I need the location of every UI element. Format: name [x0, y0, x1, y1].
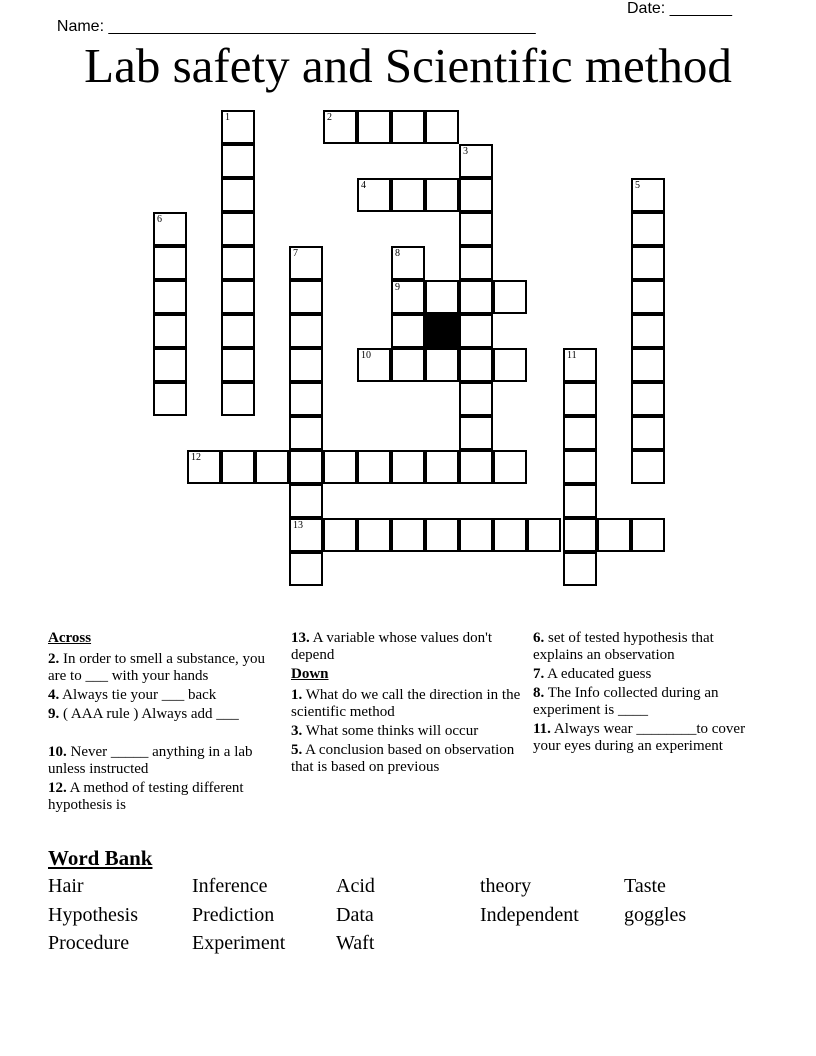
clue-down-11: 11. Always wear ________to cover your eyes during an experiment — [533, 721, 746, 754]
crossword-cell[interactable] — [493, 518, 527, 552]
word-bank-item: Hypothesis — [48, 904, 138, 926]
crossword-cell[interactable] — [563, 518, 597, 552]
page-title: Lab safety and Scientific method — [84, 38, 732, 93]
crossword-cell[interactable] — [221, 382, 255, 416]
crossword-cell[interactable] — [323, 518, 357, 552]
word-bank-item: Taste — [624, 875, 666, 897]
crossword-cell[interactable] — [631, 246, 665, 280]
crossword-cell[interactable] — [289, 246, 323, 280]
crossword-cell[interactable] — [563, 416, 597, 450]
clue-across-4: 4. Always tie your ___ back — [48, 687, 217, 703]
crossword-cell[interactable] — [631, 280, 665, 314]
word-bank-item: Acid — [336, 875, 375, 897]
clue-number: 6 — [157, 214, 162, 225]
crossword-cell[interactable] — [221, 314, 255, 348]
crossword-black-cell — [425, 314, 459, 348]
crossword-cell[interactable] — [425, 280, 459, 314]
crossword-cell[interactable] — [391, 348, 425, 382]
clue-down-5: 5. A conclusion based on observation that is based on previous — [291, 742, 515, 775]
crossword-cell[interactable] — [563, 348, 597, 382]
crossword-cell[interactable] — [425, 450, 459, 484]
clue-number: 10 — [361, 350, 371, 361]
crossword-cell[interactable] — [289, 450, 323, 484]
clue-down-3: 3. What some thinks will occur — [291, 723, 479, 739]
crossword-cell[interactable] — [187, 450, 221, 484]
clue-across-9: 9. ( AAA rule ) Always add ___ — [48, 706, 239, 722]
crossword-cell[interactable] — [391, 110, 425, 144]
crossword-cell[interactable] — [459, 212, 493, 246]
crossword-cell[interactable] — [459, 280, 493, 314]
clue-across-2: 2. In order to smell a substance, you are to ___ with your hands — [48, 651, 266, 684]
crossword-cell[interactable] — [357, 348, 391, 382]
crossword-cell[interactable] — [459, 144, 493, 178]
word-bank-item: Waft — [336, 932, 375, 954]
crossword-cell[interactable] — [221, 212, 255, 246]
crossword-cell[interactable] — [527, 518, 561, 552]
crossword-cell[interactable] — [563, 450, 597, 484]
crossword-cell[interactable] — [391, 280, 425, 314]
clue-across-10: 10. Never _____ anything in a lab unless instructed — [48, 744, 253, 777]
clue-number: 9 — [395, 282, 400, 293]
clue-down-1: 1. What do we call the direction in the scientific method — [291, 687, 521, 720]
crossword-cell[interactable] — [459, 382, 493, 416]
crossword-cell[interactable] — [631, 416, 665, 450]
crossword-cell[interactable] — [289, 518, 323, 552]
clue-number: 1 — [225, 112, 230, 123]
crossword-cell[interactable] — [425, 110, 459, 144]
word-bank-item: Independent — [480, 904, 579, 926]
crossword-cell[interactable] — [153, 348, 187, 382]
crossword-cell[interactable] — [357, 178, 391, 212]
clue-down-7: 7. A educated guess — [533, 666, 652, 682]
crossword-cell[interactable] — [493, 348, 527, 382]
word-bank-item: goggles — [624, 904, 687, 926]
crossword-cell[interactable] — [493, 280, 527, 314]
crossword-cell[interactable] — [459, 518, 493, 552]
crossword-cell[interactable] — [255, 450, 289, 484]
word-bank-item: Data — [336, 904, 374, 926]
crossword-cell[interactable] — [391, 314, 425, 348]
crossword-cell[interactable] — [425, 178, 459, 212]
crossword-cell[interactable] — [459, 348, 493, 382]
word-bank-item: theory — [480, 875, 532, 897]
crossword-cell[interactable] — [357, 518, 391, 552]
crossword-cell[interactable] — [459, 450, 493, 484]
crossword-cell[interactable] — [631, 314, 665, 348]
crossword-cell[interactable] — [289, 314, 323, 348]
clue-number: 2 — [327, 112, 332, 123]
crossword-cell[interactable] — [153, 246, 187, 280]
crossword-cell[interactable] — [221, 280, 255, 314]
crossword-cell[interactable] — [597, 518, 631, 552]
crossword-cell[interactable] — [425, 518, 459, 552]
clues-column-3 — [533, 630, 763, 757]
clue-number: 3 — [463, 146, 468, 157]
crossword-cell[interactable] — [221, 450, 255, 484]
crossword-cell[interactable] — [153, 382, 187, 416]
crossword-cell[interactable] — [221, 178, 255, 212]
crossword-cell[interactable] — [289, 484, 323, 518]
word-bank-item: Prediction — [192, 904, 275, 926]
clue-number: 5 — [635, 180, 640, 191]
clue-number: 13 — [293, 520, 303, 531]
word-bank-item: Procedure — [48, 932, 130, 954]
crossword-cell[interactable] — [323, 450, 357, 484]
crossword-cell[interactable] — [391, 178, 425, 212]
crossword-cell[interactable] — [563, 484, 597, 518]
crossword-cell[interactable] — [563, 382, 597, 416]
clue-down-8: 8. The Info collected during an experiment is ____ — [533, 685, 719, 718]
crossword-cell[interactable] — [563, 552, 597, 586]
crossword-cell[interactable] — [631, 518, 665, 552]
clue-number: 12 — [191, 452, 201, 463]
clue-number: 8 — [395, 248, 400, 259]
crossword-cell[interactable] — [357, 450, 391, 484]
crossword-cell[interactable] — [391, 518, 425, 552]
date-field-label[interactable]: Date: _______ — [627, 0, 732, 17]
name-field-label[interactable]: Name: ________________________________________________ — [56, 18, 536, 35]
clue-across-12: 12. A method of testing different hypothesis is — [48, 780, 244, 813]
crossword-cell[interactable] — [289, 348, 323, 382]
crossword-cell[interactable] — [221, 246, 255, 280]
crossword-cell[interactable] — [391, 450, 425, 484]
crossword-cell[interactable] — [221, 110, 255, 144]
crossword-cell[interactable] — [153, 280, 187, 314]
crossword-cell[interactable] — [289, 382, 323, 416]
crossword-cell[interactable] — [631, 212, 665, 246]
crossword-cell[interactable] — [459, 246, 493, 280]
word-bank-item: Inference — [192, 875, 268, 897]
crossword-cell[interactable] — [391, 246, 425, 280]
clue-across-13: 13. A variable whose values don't depend — [291, 630, 492, 663]
clues-column-1 — [48, 630, 278, 816]
word-bank-item: Hair — [48, 875, 84, 897]
clue-number: 4 — [361, 180, 366, 191]
crossword-cell[interactable] — [459, 416, 493, 450]
crossword-cell[interactable] — [357, 110, 391, 144]
crossword-cell[interactable] — [221, 348, 255, 382]
crossword-cell[interactable] — [631, 348, 665, 382]
across-heading: Across — [48, 630, 92, 646]
down-heading: Down — [291, 666, 329, 682]
crossword-cell[interactable] — [221, 144, 255, 178]
clue-number: 11 — [567, 350, 577, 361]
crossword-cell[interactable] — [425, 348, 459, 382]
word-bank-title: Word Bank — [48, 846, 153, 870]
crossword-cell[interactable] — [493, 450, 527, 484]
crossword-cell[interactable] — [459, 314, 493, 348]
crossword-cell[interactable] — [289, 280, 323, 314]
word-bank-item: Experiment — [192, 932, 286, 954]
crossword-cell[interactable] — [631, 450, 665, 484]
clues-column-2 — [291, 630, 521, 778]
crossword-cell[interactable] — [631, 382, 665, 416]
crossword-cell[interactable] — [153, 314, 187, 348]
crossword-cell[interactable] — [323, 110, 357, 144]
crossword-cell[interactable] — [153, 212, 187, 246]
crossword-cell[interactable] — [459, 178, 493, 212]
crossword-cell[interactable] — [631, 178, 665, 212]
crossword-cell[interactable] — [289, 416, 323, 450]
clue-number: 7 — [293, 248, 298, 259]
crossword-cell[interactable] — [289, 552, 323, 586]
clue-down-6: 6. set of tested hypothesis that explains an observation — [533, 630, 714, 663]
